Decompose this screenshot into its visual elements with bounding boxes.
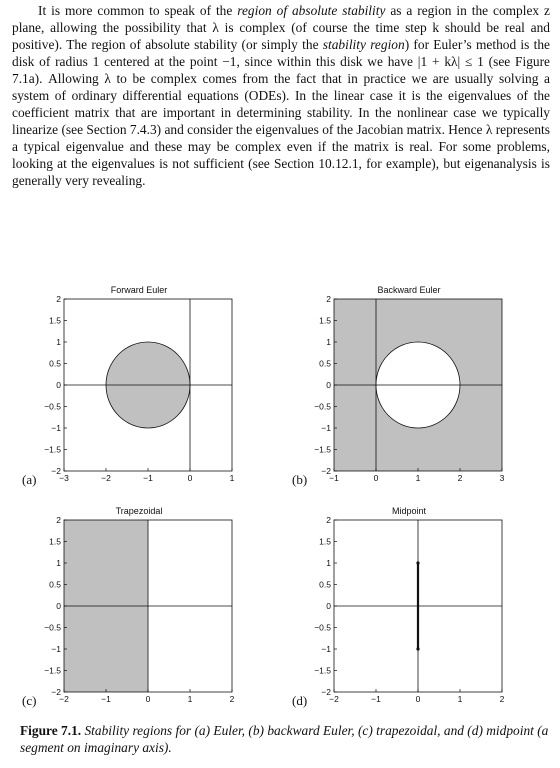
stability-plot: [292, 285, 507, 490]
y-tick-label: −1.5: [314, 444, 331, 455]
y-tick-label: −0.5: [314, 401, 331, 412]
y-tick-label: 1: [326, 337, 331, 347]
y-tick-label: −2: [321, 466, 331, 476]
y-tick-label: −0.5: [44, 401, 61, 412]
x-tick-label: 2: [229, 694, 235, 704]
panel-label: (a): [22, 472, 37, 487]
y-tick-label: −0.5: [44, 622, 61, 633]
figure-caption: [20, 722, 550, 756]
panel-title: Backward Euler: [377, 285, 441, 295]
y-tick-label: 0: [326, 601, 331, 611]
x-tick-label: 1: [457, 694, 463, 704]
y-tick-label: 1.5: [319, 315, 331, 326]
x-tick-label: 1: [187, 694, 193, 704]
x-tick-label: −1: [143, 473, 153, 483]
y-tick-label: 0.5: [49, 579, 61, 590]
panel-title: Trapezoidal: [115, 506, 163, 516]
x-tick-label: 1: [415, 473, 421, 483]
y-tick-label: 0.5: [319, 579, 331, 590]
segment-endpoint: [416, 647, 419, 650]
para-text-1: It is more common to speak of the: [38, 3, 233, 18]
panel-label: (c): [22, 693, 37, 708]
stability-plot: [22, 506, 237, 711]
panel-title: Midpoint: [391, 506, 427, 516]
panel-label: (d): [292, 693, 308, 708]
panel-midpoint: [292, 506, 507, 726]
panel-title: Forward Euler: [110, 285, 168, 295]
x-tick-label: −2: [329, 694, 339, 704]
x-tick-label: −2: [101, 473, 111, 483]
y-tick-label: 2: [56, 515, 61, 525]
y-tick-label: 1.5: [319, 536, 331, 547]
y-tick-label: 0: [56, 380, 61, 390]
y-tick-label: −2: [51, 687, 61, 697]
y-tick-label: 1: [56, 558, 61, 568]
y-tick-label: 0.5: [49, 358, 61, 369]
caption-text: Stability regions for (a) Euler, (b) backward Euler, (c) trapezoidal, and (d) midpoint (a segment on imaginary axis).: [20, 723, 549, 755]
y-tick-label: −1.5: [44, 665, 61, 676]
para-emph-stability: stability region: [322, 37, 405, 52]
x-tick-label: 0: [187, 473, 193, 483]
x-tick-label: 2: [499, 694, 505, 704]
x-tick-label: −3: [59, 473, 69, 483]
y-tick-label: −1: [51, 644, 61, 654]
x-tick-label: 0: [145, 694, 151, 704]
x-tick-label: 1: [229, 473, 235, 483]
segment-endpoint: [416, 561, 419, 564]
y-tick-label: 1.5: [49, 536, 61, 547]
panel-backward-euler: [292, 285, 507, 505]
para-text-3: ) for Euler’s method is the disk of radius 1 centered at the point −1, since within this disk we have |1 + kλ| ≤ 1 (see Figure 7.1a). Allowing λ to be complex comes from the fact that in practice we are usually solving a system of ordinary differential equations (ODEs). In the linear case it is the eigenvalues of the coefficient matrix that are important in determining stability. In the nonlinear case we typically linearize (see Section 7.4.3) and consider the eigenvalues of the Jacobian matrix. Hence λ represents a typical eigenvalue and these may be complex even if the matrix is real. For some problems, looking at the eigenvalues is not sufficient (see Section 10.12.1, for example), but eigenanalysis is generally very revealing.: [12, 37, 550, 188]
para-text-2: as a region in the complex z plane, allowing the possibility that λ is complex (of course the time step k should be real and positive). The region of absolute stability (or simply the: [12, 3, 550, 52]
y-tick-label: 0: [326, 380, 331, 390]
y-tick-label: 2: [326, 515, 331, 525]
para-emph-region: region of absolute stability: [237, 3, 386, 18]
y-tick-label: −1: [51, 423, 61, 433]
y-tick-label: 2: [326, 294, 331, 304]
x-tick-label: 2: [457, 473, 463, 483]
stability-plot: [292, 506, 507, 711]
y-tick-label: −0.5: [314, 622, 331, 633]
x-tick-label: −1: [101, 694, 111, 704]
stability-plot: [22, 285, 237, 490]
x-tick-label: −2: [59, 694, 69, 704]
panel-forward-euler: [22, 285, 237, 505]
x-tick-label: 0: [373, 473, 379, 483]
panel-trapezoidal: [22, 506, 237, 726]
body-paragraph: [12, 2, 550, 189]
caption-figure-number: Figure 7.1.: [20, 723, 82, 738]
y-tick-label: −1.5: [44, 444, 61, 455]
y-tick-label: −1.5: [314, 665, 331, 676]
y-tick-label: 1: [326, 558, 331, 568]
x-tick-label: 3: [499, 473, 505, 483]
y-tick-label: 1.5: [49, 315, 61, 326]
y-tick-label: −2: [51, 466, 61, 476]
x-tick-label: 0: [415, 694, 421, 704]
y-tick-label: −1: [321, 644, 331, 654]
x-tick-label: −1: [329, 473, 339, 483]
y-tick-label: 0.5: [319, 358, 331, 369]
y-tick-label: 1: [56, 337, 61, 347]
y-tick-label: −1: [321, 423, 331, 433]
y-tick-label: −2: [321, 687, 331, 697]
y-tick-label: 0: [56, 601, 61, 611]
panel-label: (b): [292, 472, 308, 487]
y-tick-label: 2: [56, 294, 61, 304]
x-tick-label: −1: [371, 694, 381, 704]
